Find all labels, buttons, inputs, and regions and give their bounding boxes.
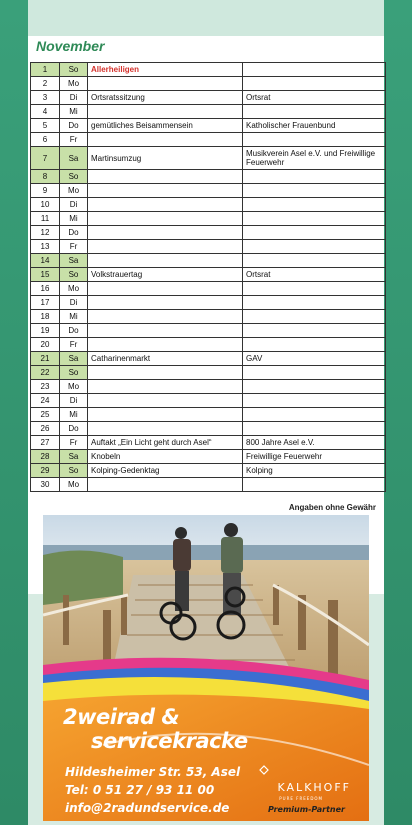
weekday: Fr [60,436,88,450]
calendar-row [31,268,386,282]
weekday: Di [60,198,88,212]
event-name: Ortsratssitzung [88,91,243,105]
organizer: Ortsrat [243,91,386,105]
day-number: 19 [31,324,60,338]
calendar-row [31,198,386,212]
ad-brand-line2: servicekracke [91,729,248,753]
organizer [243,422,386,436]
day-number: 1 [31,63,60,77]
day-number: 16 [31,282,60,296]
event-name [88,212,243,226]
calendar-row [31,282,386,296]
day-number: 26 [31,422,60,436]
organizer: Freiwillige Feuerwehr [243,450,386,464]
organizer [243,380,386,394]
calendar-row [31,147,386,170]
day-number: 8 [31,170,60,184]
weekday: Mi [60,310,88,324]
ad-brand-line1: 2weirad & [63,705,180,729]
right-decor-strip [384,0,412,825]
event-name: Martinsumzug [88,147,243,170]
day-number: 20 [31,338,60,352]
weekday: Do [60,324,88,338]
weekday: Mo [60,77,88,91]
organizer [243,282,386,296]
partner-brand: KALKHOFF [277,781,351,794]
calendar-row [31,63,386,77]
day-number: 12 [31,226,60,240]
calendar-row [31,296,386,310]
organizer [243,394,386,408]
event-name: Allerheiligen [88,63,243,77]
day-number: 7 [31,147,60,170]
day-number: 24 [31,394,60,408]
organizer [243,105,386,119]
day-number: 30 [31,478,60,492]
event-name [88,478,243,492]
calendar-row [31,408,386,422]
day-number: 25 [31,408,60,422]
calendar-row [31,184,386,198]
calendar-row [31,324,386,338]
weekday: So [60,63,88,77]
ad-email[interactable]: info@2radundservice.de [65,801,230,815]
day-number: 14 [31,254,60,268]
weekday: Fr [60,240,88,254]
ad-phone: Tel: 0 51 27 / 93 11 00 [65,783,215,797]
organizer [243,366,386,380]
event-name [88,105,243,119]
calendar-row [31,464,386,478]
day-number: 3 [31,91,60,105]
kalkhoff-logo-icon [257,763,271,777]
event-name [88,198,243,212]
event-name [88,338,243,352]
day-number: 28 [31,450,60,464]
day-number: 10 [31,198,60,212]
month-title: November [36,38,105,54]
day-number: 22 [31,366,60,380]
event-name [88,77,243,91]
calendar-row [31,352,386,366]
day-number: 4 [31,105,60,119]
event-name: Auftakt „Ein Licht geht durch Asel“ [88,436,243,450]
event-name [88,184,243,198]
event-name: Catharinenmarkt [88,352,243,366]
weekday: Do [60,226,88,240]
calendar-row [31,119,386,133]
calendar-row [31,105,386,119]
weekday: Fr [60,338,88,352]
event-name [88,380,243,394]
event-name [88,170,243,184]
left-decor-strip [0,0,28,825]
event-name [88,282,243,296]
event-name [88,254,243,268]
weekday: Mo [60,282,88,296]
disclaimer: Angaben ohne Gewähr [288,503,376,512]
event-name [88,366,243,380]
weekday: Mo [60,184,88,198]
organizer [243,198,386,212]
day-number: 29 [31,464,60,478]
calendar-row [31,450,386,464]
weekday: Sa [60,254,88,268]
day-number: 23 [31,380,60,394]
event-name [88,408,243,422]
weekday: So [60,170,88,184]
calendar-row [31,77,386,91]
weekday: Mi [60,105,88,119]
day-number: 9 [31,184,60,198]
day-number: 21 [31,352,60,366]
weekday: Mo [60,380,88,394]
organizer [243,212,386,226]
organizer: 800 Jahre Asel e.V. [243,436,386,450]
calendar-row [31,310,386,324]
organizer [243,184,386,198]
calendar-row [31,478,386,492]
day-number: 27 [31,436,60,450]
event-name: gemütliches Beisammensein [88,119,243,133]
organizer [243,338,386,352]
weekday: Sa [60,450,88,464]
organizer [243,170,386,184]
organizer [243,296,386,310]
partner-label: Premium-Partner [267,805,345,814]
partner-tagline: PURE FREEDOM [279,796,323,801]
calendar-table [30,62,386,492]
organizer: Ortsrat [243,268,386,282]
event-name [88,324,243,338]
calendar-sheet [28,36,384,594]
weekday: Do [60,119,88,133]
weekday: Mo [60,478,88,492]
organizer [243,226,386,240]
event-name [88,296,243,310]
organizer: Musikverein Asel e.V. und Freiwillige Feuerwehr [243,147,386,170]
calendar-row [31,394,386,408]
weekday: Mi [60,408,88,422]
day-number: 13 [31,240,60,254]
day-number: 17 [31,296,60,310]
weekday: Sa [60,147,88,170]
weekday: So [60,464,88,478]
calendar-row [31,436,386,450]
top-band [28,0,384,36]
calendar-row [31,91,386,105]
event-name [88,394,243,408]
weekday: Fr [60,133,88,147]
ad-address: Hildesheimer Str. 53, Asel [65,765,241,779]
calendar-row [31,170,386,184]
event-name [88,133,243,147]
day-number: 15 [31,268,60,282]
organizer: Katholischer Frauenbund [243,119,386,133]
organizer [243,63,386,77]
calendar-row [31,366,386,380]
weekday: Di [60,394,88,408]
organizer [243,77,386,91]
organizer [243,478,386,492]
weekday: Mi [60,212,88,226]
event-name [88,226,243,240]
organizer [243,254,386,268]
organizer [243,133,386,147]
day-number: 2 [31,77,60,91]
weekday: Di [60,296,88,310]
organizer [243,310,386,324]
calendar-row [31,380,386,394]
event-name: Kolping-Gedenktag [88,464,243,478]
day-number: 11 [31,212,60,226]
weekday: Sa [60,352,88,366]
calendar-row [31,212,386,226]
day-number: 18 [31,310,60,324]
weekday: Di [60,91,88,105]
organizer [243,408,386,422]
calendar-row [31,226,386,240]
weekday: So [60,268,88,282]
day-number: 6 [31,133,60,147]
calendar-row [31,254,386,268]
calendar-row [31,338,386,352]
calendar-row [31,240,386,254]
event-name: Knobeln [88,450,243,464]
event-name [88,240,243,254]
organizer: Kolping [243,464,386,478]
organizer [243,240,386,254]
organizer [243,324,386,338]
weekday: Do [60,422,88,436]
weekday: So [60,366,88,380]
organizer: GAV [243,352,386,366]
day-number: 5 [31,119,60,133]
event-name [88,422,243,436]
event-name: Volkstrauertag [88,268,243,282]
advertisement [43,515,369,821]
event-name [88,310,243,324]
calendar-row [31,422,386,436]
calendar-row [31,133,386,147]
